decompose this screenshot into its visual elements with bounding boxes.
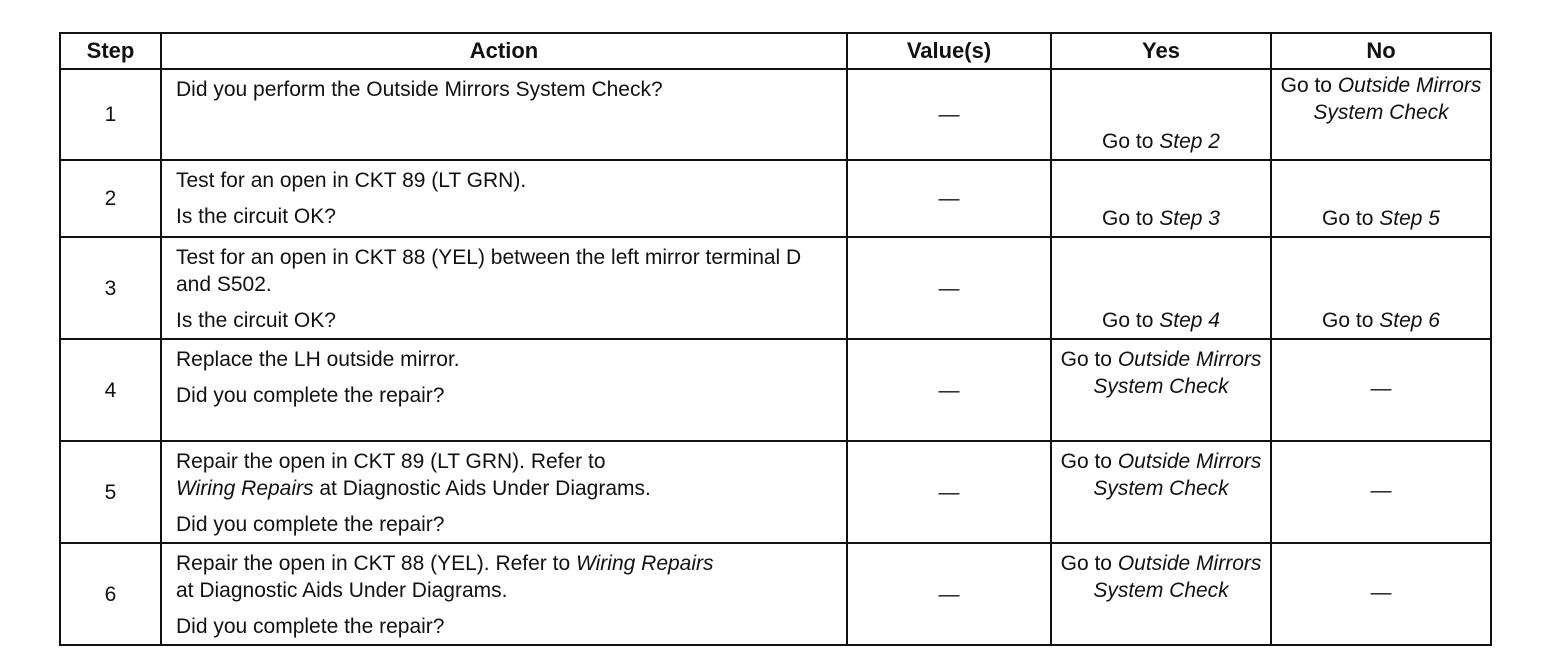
action-text-part: at Diagnostic Aids Under Diagrams.: [319, 477, 651, 500]
yes-prefix: Go to: [1102, 207, 1154, 230]
action-text-part: at Diagnostic Aids Under Diagrams.: [176, 579, 508, 602]
action-question: Did you complete the repair?: [176, 384, 445, 407]
table-row: [60, 160, 1491, 237]
action-text-part: Repair the open in CKT 89 (LT GRN). Refer to: [176, 450, 606, 473]
action-cell: [161, 69, 847, 160]
table-row: [60, 237, 1491, 339]
action-question: Is the circuit OK?: [176, 309, 336, 332]
action-cell: [161, 441, 847, 543]
wiring-repairs-ref: Wiring Repairs: [576, 552, 714, 575]
action-text: Replace the LH outside mirror.: [176, 348, 460, 371]
action-question: Did you complete the repair?: [176, 513, 445, 536]
no-cell: —: [1271, 339, 1491, 441]
table-row: [60, 339, 1491, 441]
action-cell: [161, 160, 847, 237]
action-text: [176, 550, 834, 604]
yes-prefix: Go to: [1060, 552, 1112, 575]
step-number: 4: [60, 339, 161, 441]
value-cell: —: [847, 543, 1051, 645]
yes-cell: [1051, 69, 1271, 160]
header-values: Value(s): [847, 33, 1051, 69]
action-question: Did you complete the repair?: [176, 615, 445, 638]
step-number: 5: [60, 441, 161, 543]
yes-cell: [1051, 543, 1271, 645]
yes-target: Step 4: [1159, 309, 1220, 332]
no-cell: [1271, 69, 1491, 160]
yes-cell: [1051, 339, 1271, 441]
table-row: [60, 69, 1491, 160]
no-target: Step 6: [1379, 309, 1440, 332]
no-prefix: Go to: [1322, 207, 1374, 230]
no-cell: —: [1271, 543, 1491, 645]
action-cell: [161, 543, 847, 645]
header-yes: Yes: [1051, 33, 1271, 69]
action-text-part: Repair the open in CKT 88 (YEL). Refer to: [176, 552, 571, 575]
header-row: [60, 33, 1491, 69]
action-text: Test for an open in CKT 89 (LT GRN).: [176, 169, 527, 192]
no-target: Step 5: [1379, 207, 1440, 230]
yes-target: Outside Mirrors System Check: [1093, 552, 1262, 602]
no-target: Outside Mirrors System Check: [1313, 74, 1482, 124]
table-row: [60, 441, 1491, 543]
action-text: Did you perform the Outside Mirrors System Check?: [176, 78, 663, 101]
value-cell: —: [847, 69, 1051, 160]
yes-prefix: Go to: [1060, 450, 1112, 473]
step-number: 6: [60, 543, 161, 645]
yes-cell: [1051, 441, 1271, 543]
diagnostic-table: [59, 32, 1492, 646]
no-cell: —: [1271, 441, 1491, 543]
wiring-repairs-ref: Wiring Repairs: [176, 477, 314, 500]
yes-prefix: Go to: [1102, 309, 1154, 332]
header-action: Action: [161, 33, 847, 69]
yes-target: Outside Mirrors System Check: [1093, 450, 1262, 500]
action-question: Is the circuit OK?: [176, 205, 336, 228]
step-number: 1: [60, 69, 161, 160]
yes-cell: [1051, 237, 1271, 339]
no-cell: [1271, 160, 1491, 237]
no-cell: [1271, 237, 1491, 339]
step-number: 2: [60, 160, 161, 237]
table-row: [60, 543, 1491, 645]
action-text: [176, 448, 834, 502]
yes-target: Step 3: [1159, 207, 1220, 230]
yes-target: Outside Mirrors System Check: [1093, 348, 1262, 398]
value-cell: —: [847, 441, 1051, 543]
no-prefix: Go to: [1280, 74, 1332, 97]
no-prefix: Go to: [1322, 309, 1374, 332]
action-cell: [161, 237, 847, 339]
header-no: No: [1271, 33, 1491, 69]
value-cell: —: [847, 160, 1051, 237]
yes-prefix: Go to: [1060, 348, 1112, 371]
value-cell: —: [847, 237, 1051, 339]
value-cell: —: [847, 339, 1051, 441]
header-step: Step: [60, 33, 161, 69]
yes-prefix: Go to: [1102, 130, 1154, 153]
action-cell: [161, 339, 847, 441]
yes-target: Step 2: [1159, 130, 1220, 153]
yes-cell: [1051, 160, 1271, 237]
action-text: Test for an open in CKT 88 (YEL) between the left mirror terminal D and S502.: [176, 246, 802, 296]
step-number: 3: [60, 237, 161, 339]
